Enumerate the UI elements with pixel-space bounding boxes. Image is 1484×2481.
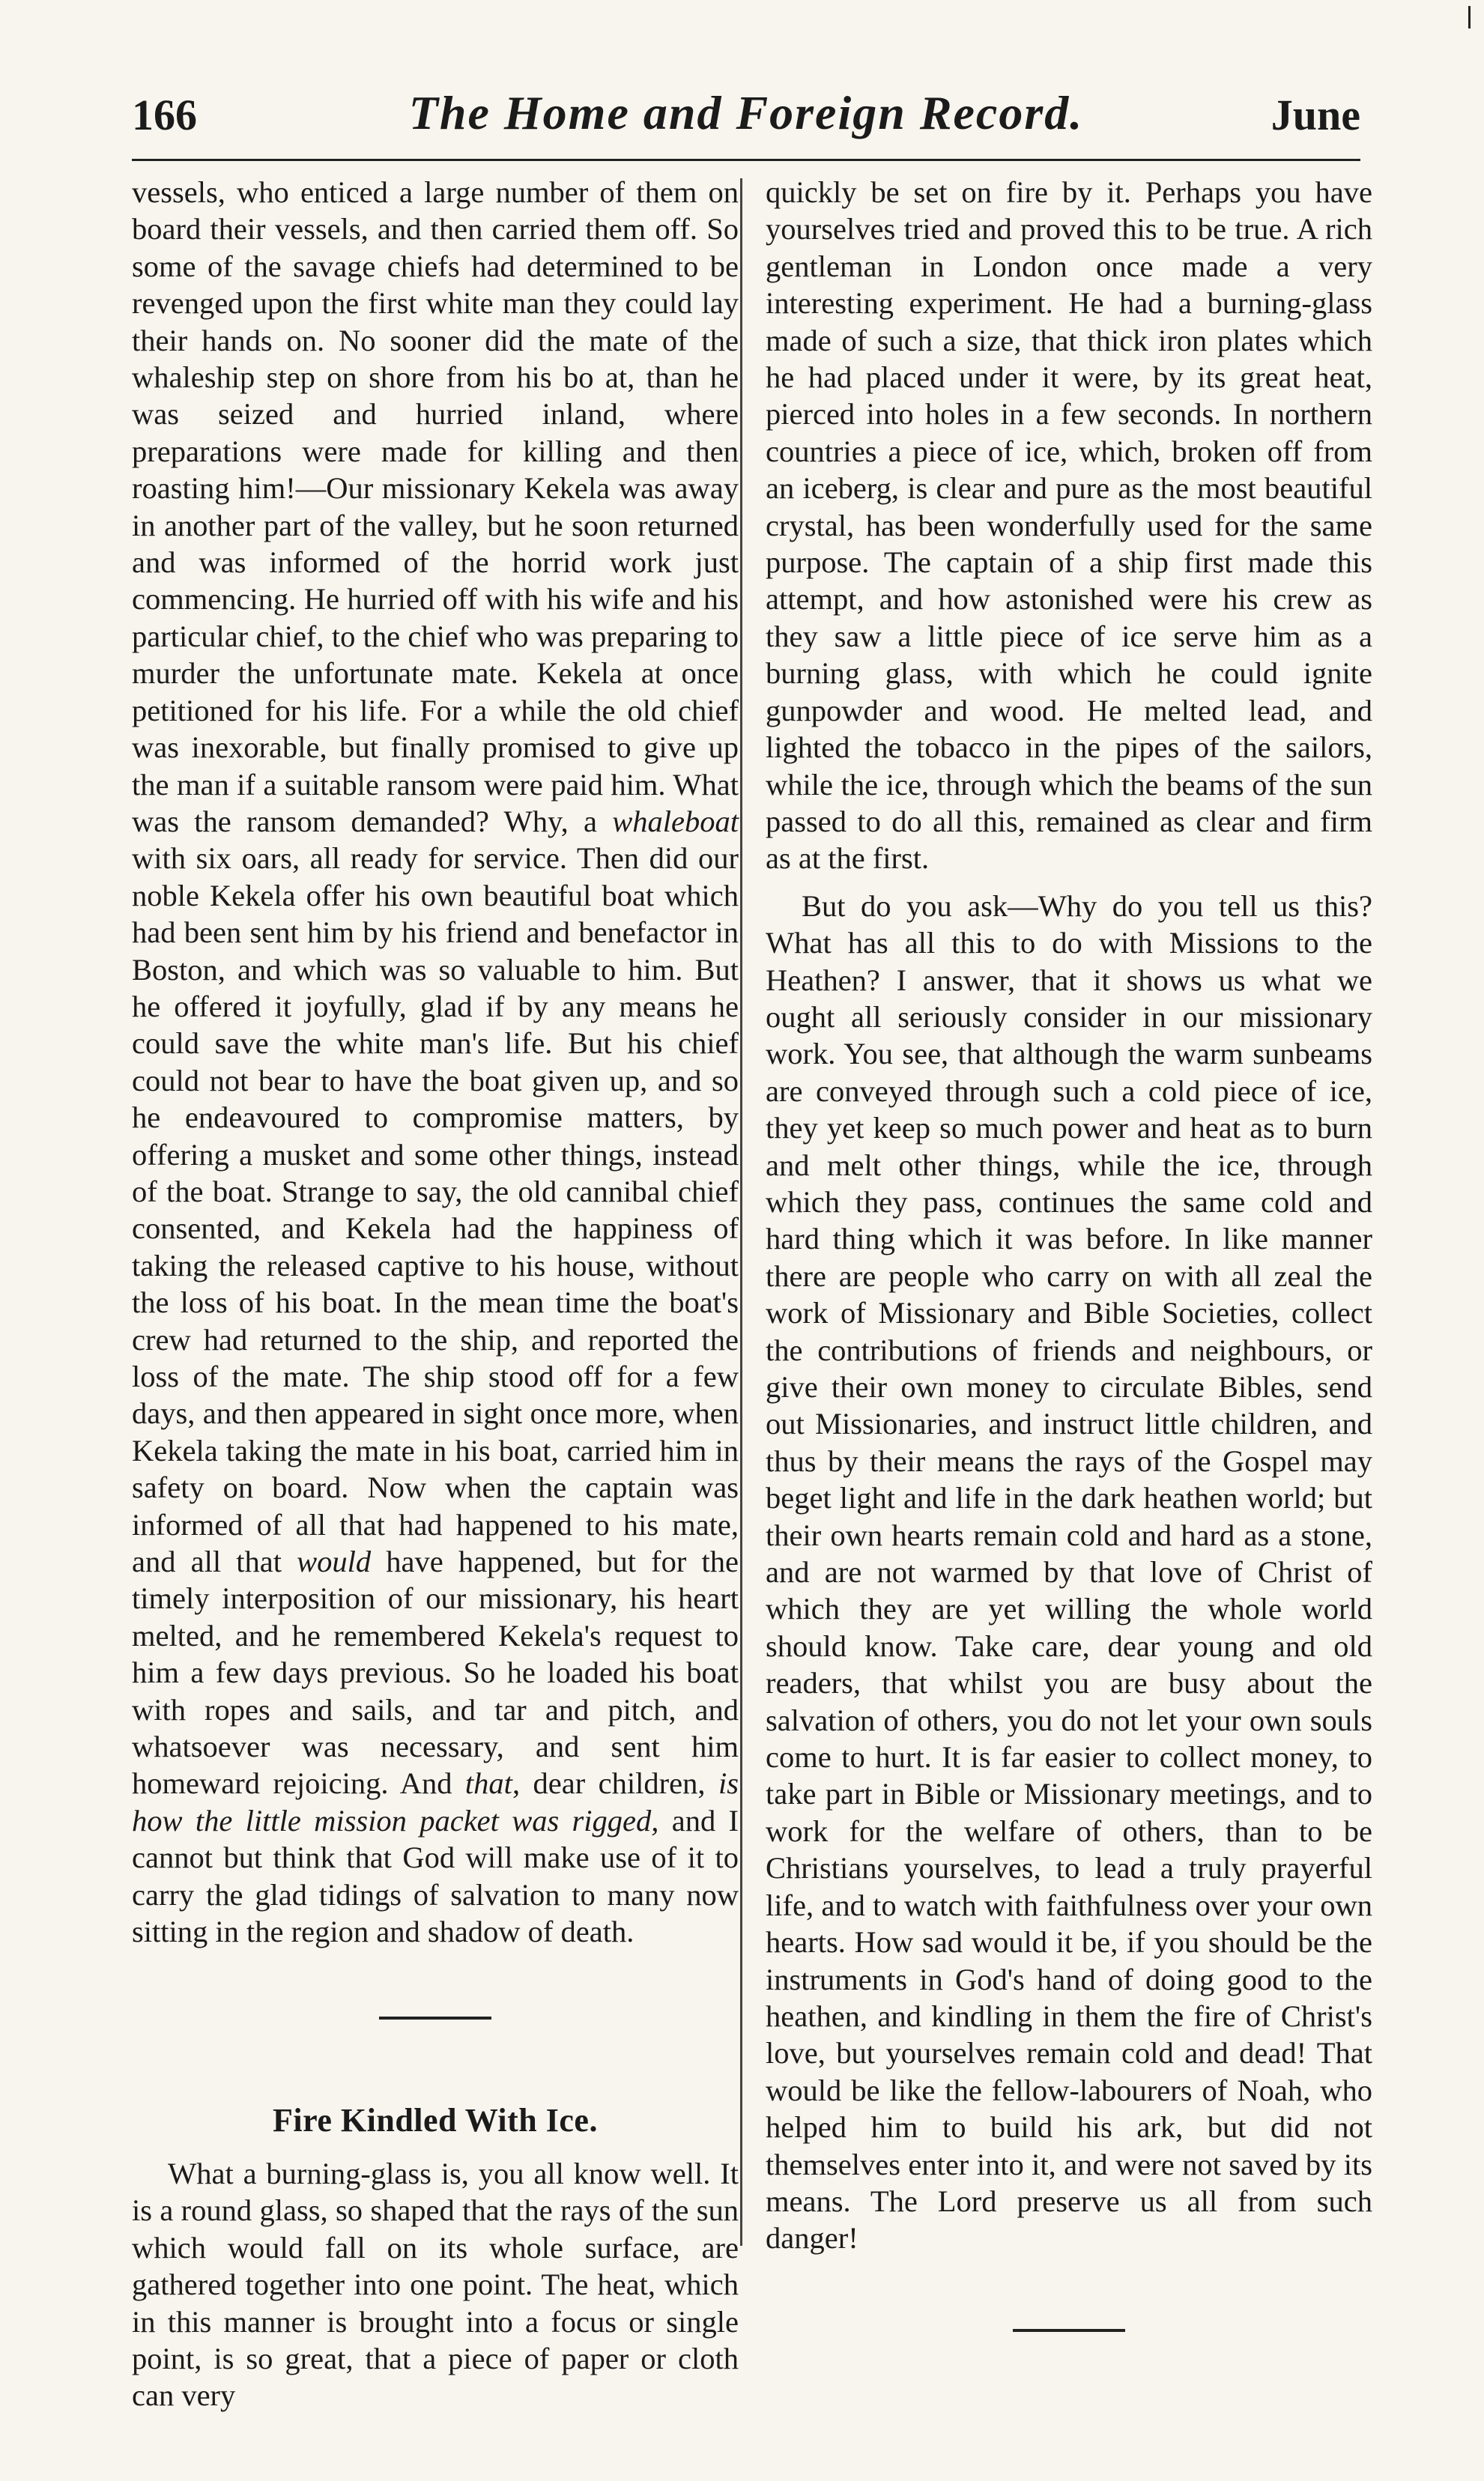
story-emphasis-whaleboat: whaleboat <box>612 804 739 838</box>
ice-experiment-paragraph: quickly be set on fire by it. Perhaps you have yourselves tried and proved this to be true. A rich gentleman in London once made a very interesting experiment. He had a burning-glass made of such a size, that thick iron plates which he had placed under it were, by its great heat, pierced into holes in a few seconds. In northern countries a piece of ice, which, broken off from an iceberg, is clear and pure as the most beautiful crystal, has been wonderfully used for the same purpose. The captain of a ship first made this attempt, and how astonished were his crew as they saw a little piece of ice serve him as a burning glass, with which he could ignite gunpowder and wood. He melted lead, and lighted the tobacco in the pipes of the sailors, while the ice, through which the beams of the sun passed to do all this, remained as clear and firm as at the first. <box>766 175 1372 876</box>
story-text-1: vessels, who enticed a large number of them on board their vessels, and then carried them off. So some of the savage chiefs had determined to be revenged upon the first white man they could lay their hands on. No sooner did the mate of the whaleship step on shore from his bo at, than he was seized and hurried inland, where preparations were made for killing and then roasting him!—Our missionary Kekela was away in another part of the valley, but he soon returned and was informed of the horrid work just commencing. He hurried off with his wife and his particular chief, to the chief who was preparing to murder the unfortunate mate. Kekela at once petitioned for his life. For a while the old chief was inexorable, but finally promised to give up the man if a suitable ransom were paid him. What was the ransom demanded? Why, a <box>132 175 739 838</box>
right-column <box>766 174 1372 2332</box>
left-column <box>132 174 739 2414</box>
story-text-3: have happened, but for the timely interposition of our missionary, his heart melted, and he remembered Kekela's request to him a few days previous. So he loaded his boat with ropes and sails, and tar and pitch, and whatsoever was necessary, and sent him homeward rejoicing. And <box>132 1545 739 1801</box>
story-emphasis-that: that <box>464 1766 512 1801</box>
kekela-story-paragraph <box>132 174 739 1951</box>
story-text-2: with six oars, all ready for service. Then did our noble Kekela offer his own beautiful boat which had been sent him by his friend and benefactor in Boston, and which was so valuable to him. But he offered it joyfully, glad if by any means he could save the white man's life. But his chief could not bear to have the boat given up, and so he endeavoured to compromise matters, by offering a musket and some other things, instead of the boat. Strange to say, the old cannibal chief consented, and Kekela had the happiness of taking the released captive to his house, without the loss of his boat. In the mean time the boat's crew had returned to the ship, and reported the loss of the mate. The ship stood off for a few days, and then appeared in sight once more, when Kekela taking the mate in his boat, carried him in safety on board. Now when the captain was informed of all that had happened to his mate, and all that <box>132 841 739 1579</box>
header-rule <box>132 159 1360 161</box>
issue-month: June <box>1271 91 1360 139</box>
column-divider <box>740 178 742 2246</box>
page-edge-mark <box>1468 6 1471 28</box>
end-rule <box>1013 2329 1125 2332</box>
section-divider-rule <box>379 2017 491 2020</box>
burning-glass-paragraph: What a burning-glass is, you all know well. It is a round glass, so shaped that the rays of the sun which would fall on its whole surface, are gathered together into one point. The heat, which in this manner is brought into a focus or single point, is so great, that a piece of paper or cloth can very <box>132 2156 739 2413</box>
section-title: Fire Kindled With Ice. <box>273 2101 598 2139</box>
story-text-5: and I cannot but think that God will make use of it to carry the glad tidings of salvation to many now sitting in the region and shadow of death. <box>132 1803 739 1949</box>
missions-moral-paragraph: But do you ask—Why do you tell us this? What has all this to do with Missions to the Heathen? I answer, that it shows us what we ought all seriously consider in our missionary work. You see, that although the warm sunbeams are conveyed through such a cold piece of ice, they yet keep so much power and heat as to burn and melt other things, while the ice, through which they pass, continues the same cold and hard thing which it was before. In like manner there are people who carry on with all zeal the work of Missionary and Bible Societies, collect the contributions of friends and neighbours, or give their own money to circulate Bibles, send out Missionaries, and instruct little children, and thus by their means the rays of the Gospel may beget light and life in the dark heathen world; but their own hearts remain cold and hard as a stone, and are not warmed by that love of Christ of which they are yet willing the whole world should know. Take care, dear young and old readers, that whilst you are busy about the salvation of others, you do not let your own souls come to hurt. It is far easier to collect money, to take part in Bible or Missionary meetings, and to work for the welfare of others, than to be Christians yourselves, to lead a truly prayerful life, and to watch with faithfulness over your own hearts. How sad would it be, if you should be the instruments in God's hand of doing good to the heathen, and kindling in them the fire of Christ's love, but yourselves remain cold and dead! That would be like the fellow-labourers of Noah, who helped him to build his ark, but did not themselves enter into it, and were not saved by its means. The Lord preserve us all from such danger! <box>766 888 1372 2256</box>
page-number: 166 <box>132 91 197 139</box>
journal-title: The Home and Foreign Record. <box>408 86 1084 139</box>
story-emphasis-packet: is how the little mission packet was rigged, <box>132 1766 739 1838</box>
story-emphasis-would: would <box>297 1545 372 1579</box>
running-header <box>132 86 1360 157</box>
story-text-4: , dear children, <box>512 1766 718 1801</box>
